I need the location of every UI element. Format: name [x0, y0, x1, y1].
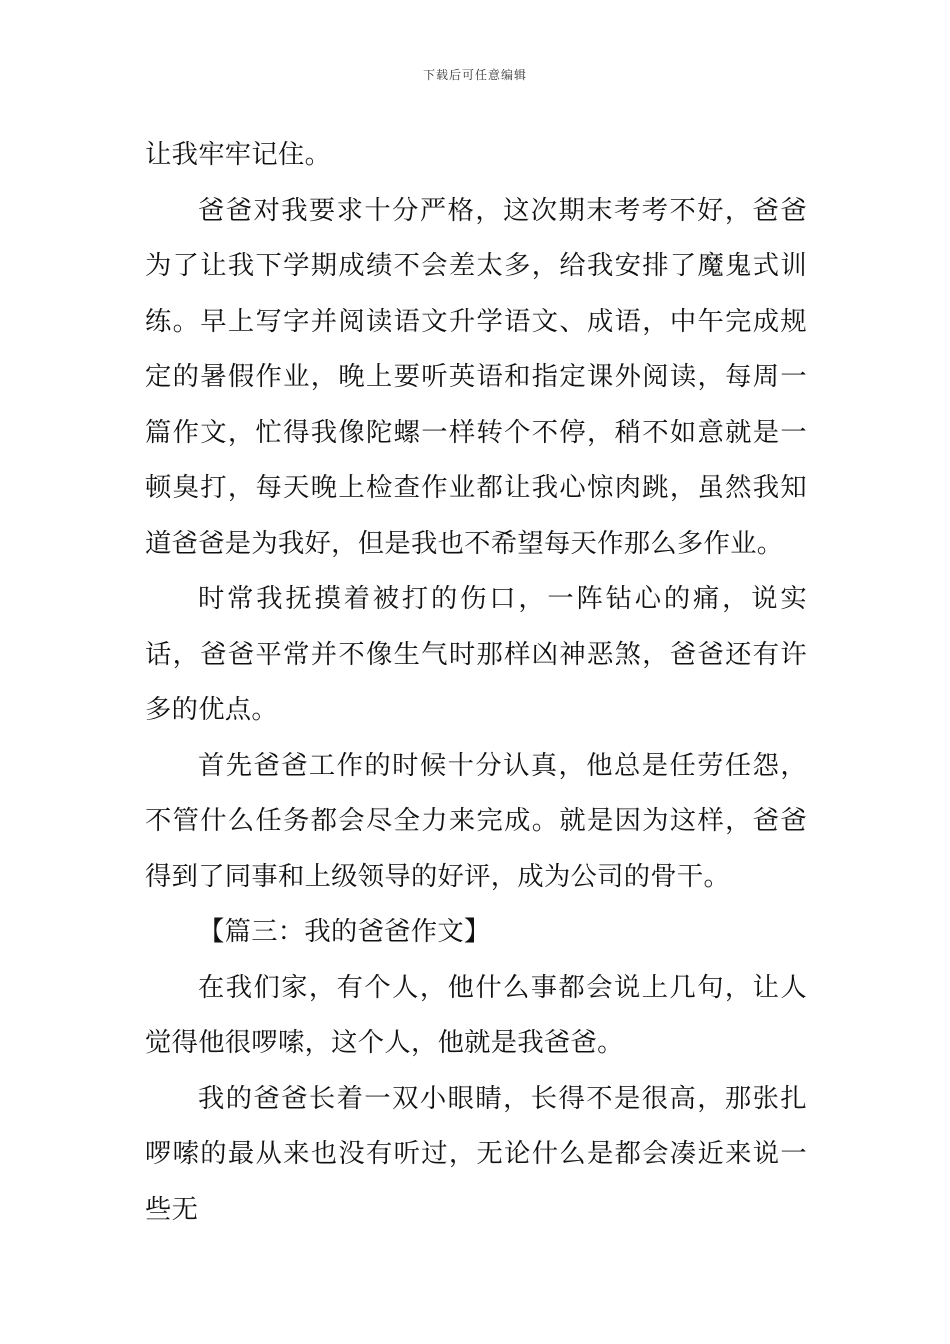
paragraph-training: 爸爸对我要求十分严格，这次期末考考不好，爸爸为了让我下学期成绩不会差太多，给我安排了魔鬼式训练。早上写字并阅读语文升学语文、成语，中午完成规定的暑假作业，晚上要听英语和指定课外阅读，每周一篇作文，忙得我像陀螺一样转个不停，稍不如意就是一顿臭打，每天晚上检查作业都让我心惊肉跳，虽然我知道爸爸是为我好，但是我也不希望每天作那么多作业。: [145, 195, 807, 559]
page-header: 下载后可任意编辑: [422, 68, 527, 82]
paragraph-wounds: 时常我抚摸着被打的伤口，一阵钻心的痛，说实话，爸爸平常并不像生气时那样凶神恶煞，爸爸还有许多的优点。: [145, 584, 807, 725]
section-heading: 【篇三：我的爸爸作文】: [198, 917, 491, 947]
paragraph-continuation: 让我牢牢记住。: [145, 140, 332, 170]
paragraph-intro: 在我们家，有个人，他什么事都会说上几句，让人觉得他很啰嗦，这个人，他就是我爸爸。: [145, 972, 807, 1058]
document-body: [145, 128, 807, 1238]
paragraph-appearance: 我的爸爸长着一双小眼睛，长得不是很高，那张扎啰嗦的最从来也没有听过，无论什么是都会凑近来说一些无: [145, 1083, 807, 1225]
paragraph-work: 首先爸爸工作的时候十分认真，他总是任劳任怨，不管什么任务都会尽全力来完成。就是因为这样，爸爸得到了同事和上级领导的好评，成为公司的骨干。: [145, 750, 807, 892]
